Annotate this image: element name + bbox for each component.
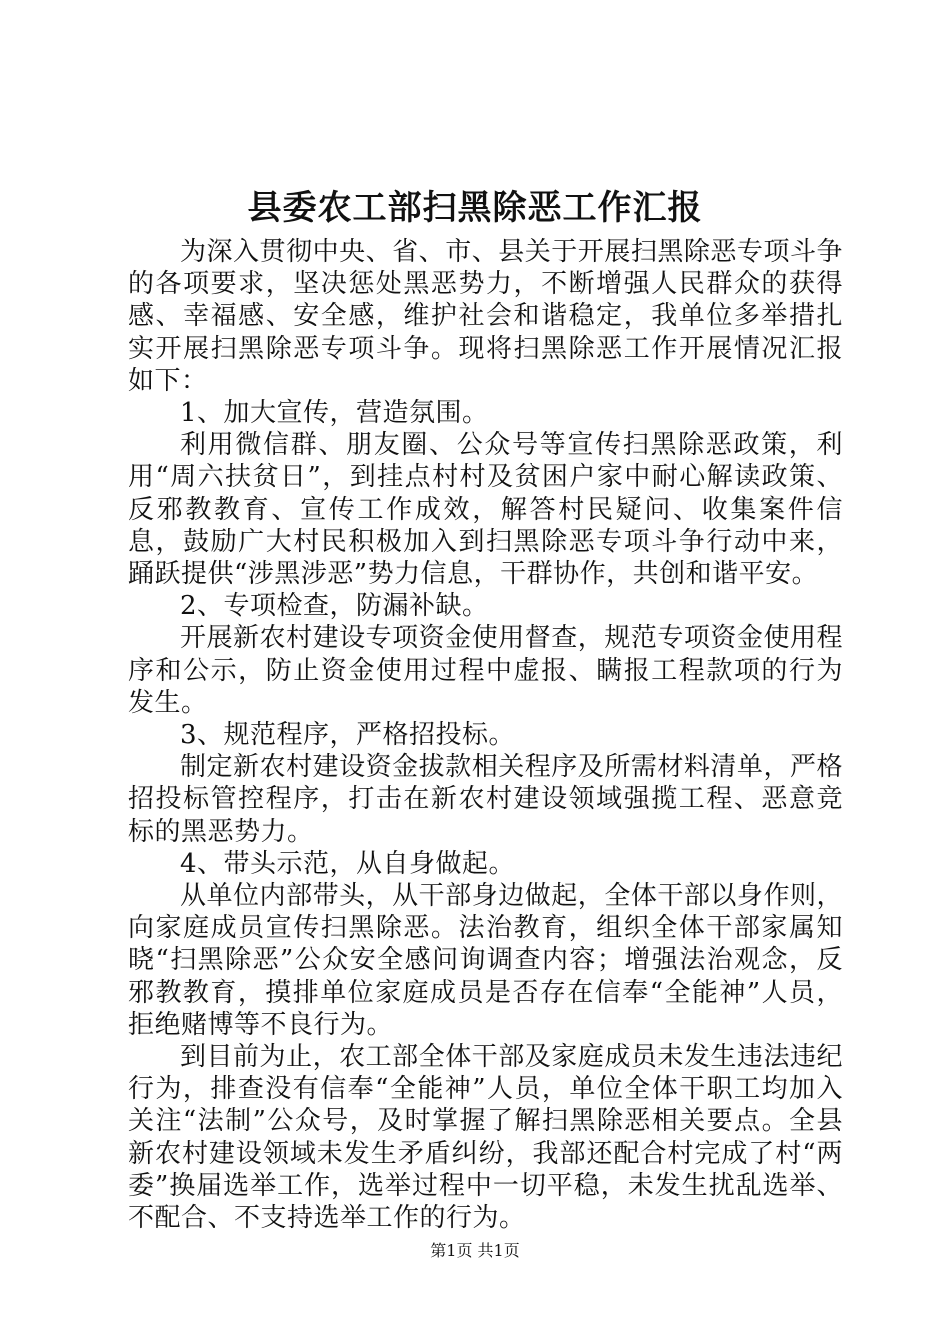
section-heading-2: 2、专项检查，防漏补缺。 [180, 591, 489, 622]
paragraph-publicity: 利用微信群、朋友圈、公众号等宣传扫黑除恶政策，利用“周六扶贫日”，到挂点村村及贫困户家中耐心解读政策、反邪教教育、宣传工作成效，解答村民疑问、收集案件信息，鼓励广大村民积极加入到扫黑除恶专项斗争行动中来，踊跃提供“涉黑涉恶”势力信息，干群协作，共创和谐平安。 [128, 430, 843, 590]
paragraph-intro: 为深入贯彻中央、省、市、县关于开展扫黑除恶专项斗争的各项要求，坚决惩处黑恶势力，不断增强人民群众的获得感、幸福感、安全感，维护社会和谐稳定，我单位多举措扎实开展扫黑除恶专项斗争。现将扫黑除恶工作开展情况汇报如下： [128, 237, 843, 396]
document-body [128, 236, 843, 1234]
paragraph-inspection: 开展新农村建设专项资金使用督查，规范专项资金使用程序和公示，防止资金使用过程中虚报、瞒报工程款项的行为发生。 [128, 623, 843, 718]
page-footer: 第1页 共1页 [430, 1241, 520, 1260]
paragraph-demonstration: 从单位内部带头，从干部身边做起，全体干部以身作则，向家庭成员宣传扫黑除恶。法治教育，组织全体干部家属知晓“扫黑除恶”公众安全感问询调查内容；增强法治观念，反邪教教育，摸排单位家庭成员是否存在信奉“全能神”人员，拒绝赌博等不良行为。 [128, 881, 843, 1040]
document-title: 县委农工部扫黑除恶工作汇报 [247, 188, 703, 228]
section-heading-1: 1、加大宣传，营造氛围。 [180, 398, 489, 429]
paragraph-procedures: 制定新农村建设资金拔款相关程序及所需材料清单，严格招投标管控程序，打击在新农村建设领域强揽工程、恶意竞标的黑恶势力。 [128, 752, 843, 847]
paragraph-conclusion: 到目前为止，农工部全体干部及家庭成员未发生违法违纪行为，排查没有信奉“全能神”人员，单位全体干职工均加入关注“法制”公众号，及时掌握了解扫黑除恶相关要点。全县新农村建设领域未发生矛盾纠纷，我部还配合村完成了村“两委”换届选举工作，选举过程中一切平稳，未发生扰乱选举、不配合、不支持选举工作的行为。 [128, 1042, 843, 1234]
section-heading-4: 4、带头示范，从自身做起。 [180, 848, 516, 879]
section-heading-3: 3、规范程序，严格招投标。 [180, 720, 516, 751]
